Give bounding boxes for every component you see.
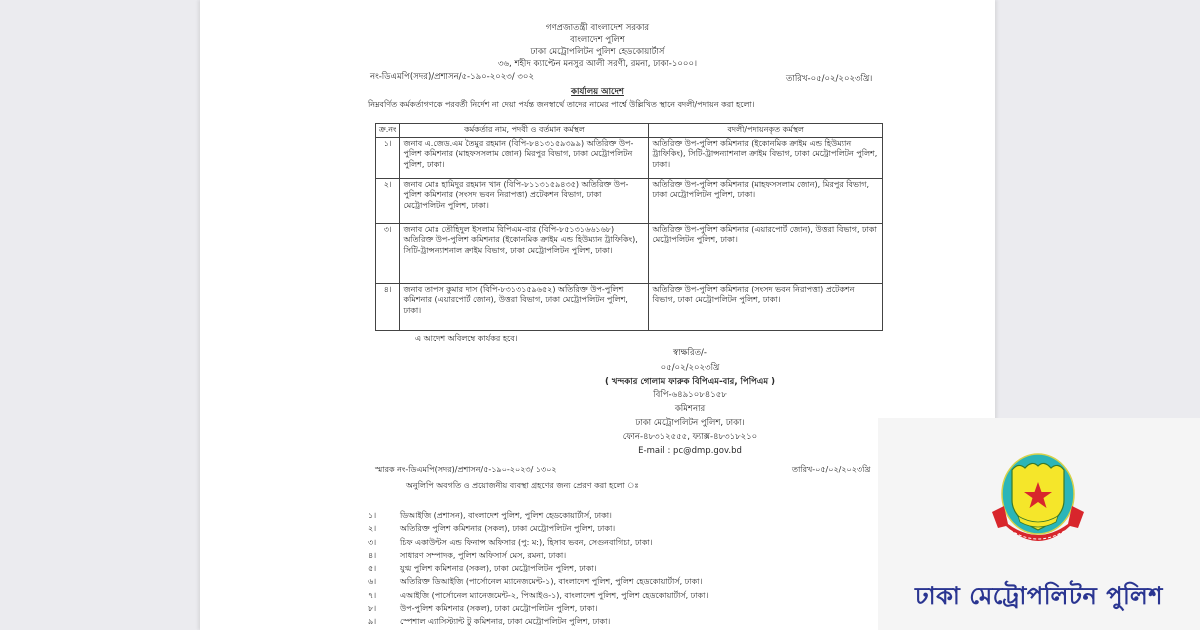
list-item: ৮। উপ-পুলিশ কমিশনার (সকল), ঢাকা মেট্রোপলিটন পুলিশ, ঢাকা। bbox=[368, 604, 598, 614]
table-header-row bbox=[376, 124, 883, 138]
signatory-designation: কমিশনার bbox=[674, 404, 706, 414]
dmp-emblem-icon bbox=[978, 448, 1098, 568]
col-serial: ক্র.নং bbox=[376, 124, 400, 138]
list-item: ৭। এআইজি (পার্সোনেল ম্যানেজমেন্ট-২, পিআইও-১), বাংলাদেশ পুলিশ, পুলিশ হেডকোয়ার্টার্স, ঢাকা। bbox=[368, 590, 709, 600]
list-item: ৩। চিফ একাউন্টস এন্ড ফিনান্স অফিসার (পু: ম:), হিসাব ভবন, সেগুনবাগিচা, ঢাকা। bbox=[368, 537, 653, 547]
header-dmp-hq: ঢাকা মেট্রোপলিটন পুলিশ হেডকোয়ার্টার্স bbox=[530, 47, 665, 57]
list-item: ৯। স্পেশাল এ্যাসিস্ট্যান্ট টু কমিশনার, ঢাকা মেট্রোপলিটন পুলিশ, ঢাকা। bbox=[368, 617, 611, 627]
list-item: ৬। অতিরিক্ত ডিআইজি (পার্সোনেল ম্যানেজমেন্ট-১), বাংলাদেশ পুলিশ, পুলিশ হেডকোয়ার্টার্স, ঢাকা। bbox=[368, 577, 703, 587]
list-item: ৫। যুগ্ম পুলিশ কমিশনার (সকল), ঢাকা মেট্রোপলিটন পুলিশ, ঢাকা। bbox=[368, 564, 597, 574]
signatory-phone-fax: ফোন-৪৮৩১২৫৫৫, ফ্যাক্স-৪৮৩১৮২১০ bbox=[622, 432, 758, 442]
memo-number: নং-ডিএমপি(সদর)/প্রশাসন/৫-১৯০-২০২৩/ ৩০২ bbox=[370, 72, 534, 82]
list-item: ২। অতিরিক্ত পুলিশ কমিশনার (সকল), ঢাকা মেট্রোপলিটন পুলিশ, ঢাকা। bbox=[368, 524, 616, 534]
table-row: ৩। জনাব মোঃ তৌহিদুল ইসলাম বিপিএম-বার (বিপি-৮৫১৩১৬৬১৬৮) অতিরিক্ত উপ-পুলিশ কমিশনার (ইকোনমিক ক্রাইম এন্ড হিউম্যান ট্রাফিকিং), সিটি-ট্রান্সন্যাশনাল ক্রাইম বিভাগ, ঢাকা মেট্রোপলিটন পুলিশ, ঢাকা। অতিরিক্ত উপ-পুলিশ কমিশনার (এয়ারপোর্ট জোন), উত্তরা বিভাগ, ঢাকা মেট্রোপলিটন পুলিশ, ঢাকা। bbox=[376, 223, 883, 283]
copy-memo-number: স্মারক নং-ডিএমপি(সদর)/প্রশাসন/৫-১৯০-২০২৩/ ১৩০২ bbox=[375, 465, 557, 474]
copy-intro: অনুলিপি অবগতি ও প্রয়োজনীয় ব্যবস্থা গ্রহণের জন্য প্রেরণ করা হলো ঃ bbox=[406, 481, 639, 490]
signatory-name: ( খন্দকার গোলাম ফারুক বিপিএম-বার, পিপিএম ) bbox=[605, 377, 775, 387]
col-new: বদলী/পদায়নকৃত কর্মস্থল bbox=[649, 124, 883, 138]
header-address: ৩৬, শহীদ ক্যাপ্টেন মনসুর আলী সরণী, রমনা, ঢাকা-১০০০। bbox=[497, 59, 698, 69]
order-intro: নিম্নবর্ণিত কর্মকর্তাগণকে পরবর্তী নির্দেশ না দেয়া পর্যন্ত জনস্বার্থে তাদের নামের পার্শ্বে উল্লিখিত স্থানে বদলী/পদায়ন করা হলো। bbox=[368, 100, 755, 109]
table-row: ২। জনাব মোঃ হামিদুর রহমান খান (বিপি-৮১১৩১৫৯৪৩৫) অতিরিক্ত উপ-পুলিশ কমিশনার (সংসদ ভবন নিরাপত্তা) প্রটেকশন বিভাগ, ঢাকা মেট্রোপলিটন পুলিশ, ঢাকা। অতিরিক্ত উপ-পুলিশ কমিশনার (মাহফসসলাম জোন), মিরপুর বিভাগ, ঢাকা মেট্রোপলিটন পুলিশ, ঢাকা। bbox=[376, 178, 883, 223]
signatory-email: E-mail : pc@dmp.gov.bd bbox=[638, 446, 742, 456]
col-current: কর্মকর্তার নাম, পদবী ও বর্তমান কর্মস্থল bbox=[400, 124, 649, 138]
header-police: বাংলাদেশ পুলিশ bbox=[570, 35, 625, 45]
order-title: কার্যালয় আদেশ bbox=[571, 87, 624, 97]
effect-note: এ আদেশ অবিলম্বে কার্যকর হবে। bbox=[415, 334, 518, 343]
copy-distribution-list bbox=[368, 509, 708, 629]
document-page bbox=[200, 0, 995, 630]
signatory-office: ঢাকা মেট্রোপলিটন পুলিশ, ঢাকা। bbox=[635, 418, 745, 428]
list-item: ৪। সাধারণ সম্পাদক, পুলিশ অফিসার্স মেস, রমনা, ঢাকা। bbox=[368, 550, 567, 560]
table-row: ১। জনাব এ.জেড.এম তৈমুর রহমান (বিপি-৮৪১৩১৫৯৩৯৯) অতিরিক্ত উপ-পুলিশ কমিশনার (মাহফসসলাম জোন) মিরপুর বিভাগ, ঢাকা মেট্রোপলিটন পুলিশ, ঢাকা। অতিরিক্ত উপ-পুলিশ কমিশনার (ইকোনমিক ক্রাইম এন্ড হিউম্যান ট্রাফিকিং), সিটি-ট্রান্সন্যাশনাল ক্রাইম বিভাগ, ঢাকা মেট্রোপলিটন পুলিশ, ঢাকা। bbox=[376, 137, 883, 178]
signatory-bp: বিপি-৬৪৯১০৮৪১৫৮ bbox=[653, 390, 727, 400]
memo-date: তারিখ-০৫/০২/২০২৩খ্রি। bbox=[786, 74, 873, 84]
header-govt: গণপ্রজাতন্ত্রী বাংলাদেশ সরকার bbox=[545, 23, 650, 33]
transfer-table bbox=[375, 123, 883, 331]
copy-memo-date: তারিখ-০৫/০২/২০২৩খ্রি bbox=[792, 465, 871, 474]
signature-date: ০৫/০২/২০২৩খ্রি bbox=[660, 363, 720, 373]
signed-label: স্বাক্ষরিত/- bbox=[673, 348, 707, 358]
list-item: ১। ডিআইজি (প্রশাসন), বাংলাদেশ পুলিশ, পুলিশ হেডকোয়ার্টার্স, ঢাকা। bbox=[368, 511, 612, 520]
dmp-logo-text: ঢাকা মেট্রোপলিটন পুলিশ bbox=[915, 582, 1163, 610]
dmp-logo-card bbox=[878, 418, 1200, 630]
table-row: ৪। জনাব তাপস কুমার দাস (বিপি-৮৩১৩১৫৯৬৫২) অতিরিক্ত উপ-পুলিশ কমিশনার (এয়ারপোর্ট জোন), উত্তরা বিভাগ, ঢাকা মেট্রোপলিটন পুলিশ, ঢাকা। অতিরিক্ত উপ-পুলিশ কমিশনার (সংসদ ভবন নিরাপত্তা) প্রটেকশন বিভাগ, ঢাকা মেট্রোপলিটন পুলিশ, ঢাকা। bbox=[376, 283, 883, 330]
